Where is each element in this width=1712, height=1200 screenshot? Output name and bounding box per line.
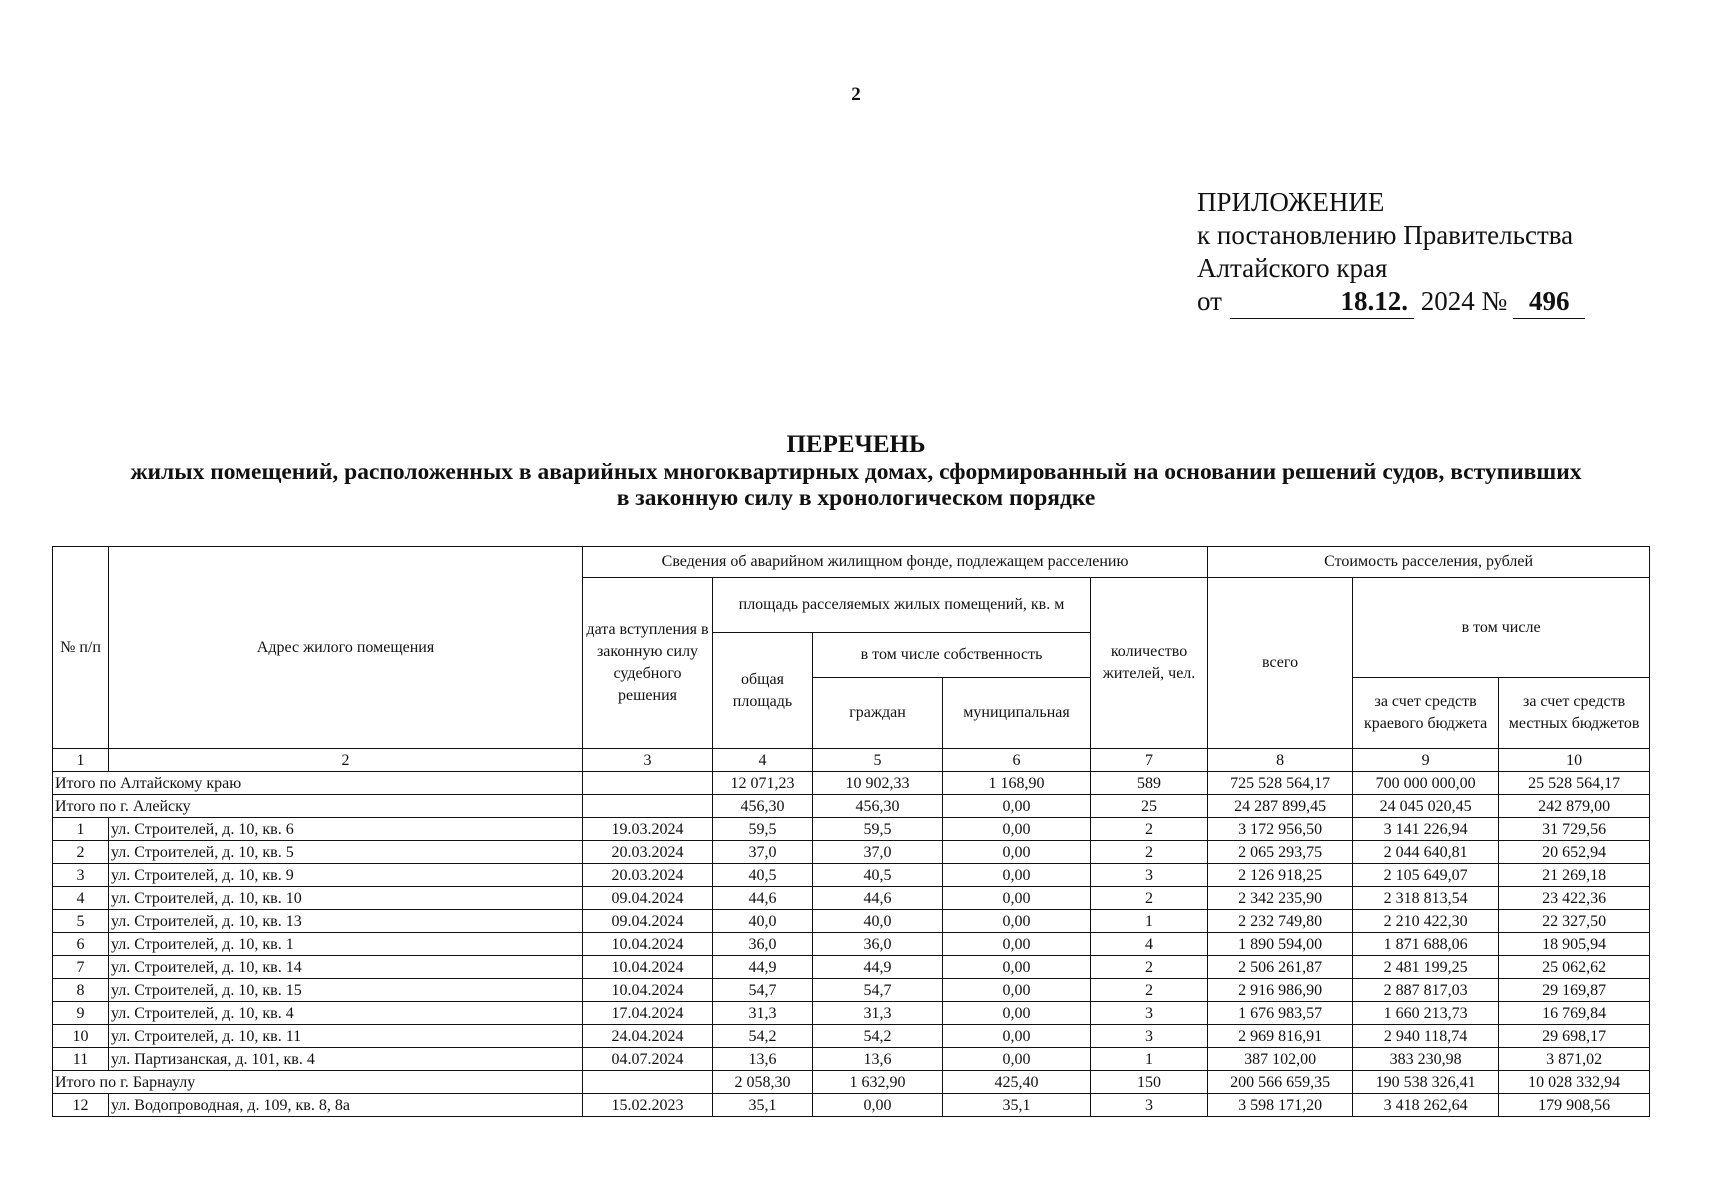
header-ownership-group: в том числе собственность: [813, 633, 1091, 678]
row-date-cell: 24.04.2024: [583, 1025, 713, 1048]
appendix-number: 496: [1513, 285, 1585, 319]
total-area-cell: 12 071,23: [713, 772, 813, 795]
header-address: Адрес жилого помещения: [109, 547, 583, 749]
row-local-cell: 29 698,17: [1499, 1025, 1650, 1048]
row-local-cell: 21 269,18: [1499, 864, 1650, 887]
row-regional-cell: 2 044 640,81: [1353, 841, 1499, 864]
row-address-cell: ул. Строителей, д. 10, кв. 10: [109, 887, 583, 910]
row-residents-cell: 3: [1091, 1025, 1208, 1048]
row-residents-cell: 2: [1091, 818, 1208, 841]
row-area-cell: 54,7: [713, 979, 813, 1002]
header-total: всего: [1208, 578, 1353, 749]
header-total-area: общая площадь: [713, 633, 813, 749]
row-local-cell: 18 905,94: [1499, 933, 1650, 956]
row-total-cell: 2 342 235,90: [1208, 887, 1353, 910]
header-court-date: дата вступления в законную силу судебного решения: [583, 578, 713, 749]
row-municipal-cell: 0,00: [943, 841, 1091, 864]
row-citizens-cell: 44,9: [813, 956, 943, 979]
row-residents-cell: 3: [1091, 864, 1208, 887]
row-num-cell: 4: [53, 887, 109, 910]
row-municipal-cell: 0,00: [943, 1048, 1091, 1071]
row-residents-cell: 1: [1091, 910, 1208, 933]
total-regional-cell: 24 045 020,45: [1353, 795, 1499, 818]
appendix-date: 18.12.: [1230, 285, 1414, 319]
row-municipal-cell: 0,00: [943, 1025, 1091, 1048]
row-local-cell: 23 422,36: [1499, 887, 1650, 910]
table-row: [53, 1094, 1650, 1117]
row-address-cell: ул. Строителей, д. 10, кв. 4: [109, 1002, 583, 1025]
row-area-cell: 35,1: [713, 1094, 813, 1117]
row-date-cell: 20.03.2024: [583, 864, 713, 887]
row-municipal-cell: 0,00: [943, 818, 1091, 841]
row-num-cell: 10: [53, 1025, 109, 1048]
row-citizens-cell: 40,0: [813, 910, 943, 933]
header-local: за счет средств местных бюджетов: [1499, 678, 1650, 749]
row-regional-cell: 1 871 688,06: [1353, 933, 1499, 956]
row-area-cell: 37,0: [713, 841, 813, 864]
column-number: 6: [943, 749, 1091, 772]
row-citizens-cell: 0,00: [813, 1094, 943, 1117]
row-municipal-cell: 0,00: [943, 1002, 1091, 1025]
row-residents-cell: 2: [1091, 887, 1208, 910]
row-regional-cell: 2 887 817,03: [1353, 979, 1499, 1002]
column-number: 3: [583, 749, 713, 772]
row-date-cell: 15.02.2023: [583, 1094, 713, 1117]
row-area-cell: 44,9: [713, 956, 813, 979]
row-date-cell: 19.03.2024: [583, 818, 713, 841]
row-citizens-cell: 36,0: [813, 933, 943, 956]
header-residents: количество жителей, чел.: [1091, 578, 1208, 749]
row-municipal-cell: 0,00: [943, 887, 1091, 910]
column-number: 9: [1353, 749, 1499, 772]
row-total-cell: 1 890 594,00: [1208, 933, 1353, 956]
row-citizens-cell: 13,6: [813, 1048, 943, 1071]
appendix-line-3: Алтайского края: [1197, 253, 1388, 283]
table-row: [53, 1048, 1650, 1071]
table-row: [53, 933, 1650, 956]
appendix-from-label: от: [1197, 286, 1222, 316]
total-row-aleysk: [53, 795, 1650, 818]
row-local-cell: 3 871,02: [1499, 1048, 1650, 1071]
table-row: [53, 956, 1650, 979]
row-residents-cell: 2: [1091, 841, 1208, 864]
row-regional-cell: 2 481 199,25: [1353, 956, 1499, 979]
document-subtitle: жилых помещений, расположенных в аварийных многоквартирных домах, сформированный на основании решений судов, вступивших в законную силу в хронологическом порядке: [130, 459, 1582, 511]
row-num-cell: 9: [53, 1002, 109, 1025]
table-row: [53, 979, 1650, 1002]
row-municipal-cell: 0,00: [943, 933, 1091, 956]
row-regional-cell: 1 660 213,73: [1353, 1002, 1499, 1025]
row-citizens-cell: 31,3: [813, 1002, 943, 1025]
table-row: [53, 887, 1650, 910]
row-total-cell: 2 969 816,91: [1208, 1025, 1353, 1048]
appendix-date-line: [1197, 285, 1585, 319]
row-num-cell: 3: [53, 864, 109, 887]
row-address-cell: ул. Водопроводная, д. 109, кв. 8, 8а: [109, 1094, 583, 1117]
total-label: Итого по г. Алейску: [53, 795, 583, 818]
row-regional-cell: 2 105 649,07: [1353, 864, 1499, 887]
row-address-cell: ул. Строителей, д. 10, кв. 15: [109, 979, 583, 1002]
row-total-cell: 3 172 956,50: [1208, 818, 1353, 841]
row-citizens-cell: 59,5: [813, 818, 943, 841]
appendix-line-2: к постановлению Правительства: [1197, 220, 1574, 250]
row-total-cell: 3 598 171,20: [1208, 1094, 1353, 1117]
row-municipal-cell: 0,00: [943, 956, 1091, 979]
total-regional-cell: 700 000 000,00: [1353, 772, 1499, 795]
total-residents-cell: 589: [1091, 772, 1208, 795]
total-row-barnaul: [53, 1071, 1650, 1094]
row-date-cell: 20.03.2024: [583, 841, 713, 864]
row-local-cell: 22 327,50: [1499, 910, 1650, 933]
total-date-cell: [583, 1071, 713, 1094]
row-residents-cell: 3: [1091, 1002, 1208, 1025]
document-title: ПЕРЕЧЕНЬ: [786, 431, 926, 458]
total-cost-cell: 725 528 564,17: [1208, 772, 1353, 795]
row-regional-cell: 3 141 226,94: [1353, 818, 1499, 841]
total-label: Итого по Алтайскому краю: [53, 772, 583, 795]
column-number: 2: [109, 749, 583, 772]
column-number: 7: [1091, 749, 1208, 772]
row-address-cell: ул. Строителей, д. 10, кв. 6: [109, 818, 583, 841]
row-address-cell: ул. Строителей, д. 10, кв. 11: [109, 1025, 583, 1048]
table-row: [53, 841, 1650, 864]
row-residents-cell: 3: [1091, 1094, 1208, 1117]
row-regional-cell: 383 230,98: [1353, 1048, 1499, 1071]
total-municipal-cell: 0,00: [943, 795, 1091, 818]
row-area-cell: 36,0: [713, 933, 813, 956]
row-area-cell: 31,3: [713, 1002, 813, 1025]
table-row: [53, 1002, 1650, 1025]
row-municipal-cell: 0,00: [943, 979, 1091, 1002]
total-residents-cell: 25: [1091, 795, 1208, 818]
table-row: [53, 910, 1650, 933]
row-total-cell: 2 232 749,80: [1208, 910, 1353, 933]
header-num: № п/п: [53, 547, 109, 749]
row-num-cell: 5: [53, 910, 109, 933]
row-residents-cell: 2: [1091, 956, 1208, 979]
row-local-cell: 16 769,84: [1499, 1002, 1650, 1025]
row-area-cell: 59,5: [713, 818, 813, 841]
row-total-cell: 2 126 918,25: [1208, 864, 1353, 887]
column-number: 8: [1208, 749, 1353, 772]
row-date-cell: 10.04.2024: [583, 956, 713, 979]
row-area-cell: 54,2: [713, 1025, 813, 1048]
row-date-cell: 09.04.2024: [583, 887, 713, 910]
table-body: [53, 772, 1650, 1117]
row-area-cell: 40,0: [713, 910, 813, 933]
row-area-cell: 13,6: [713, 1048, 813, 1071]
total-area-cell: 456,30: [713, 795, 813, 818]
total-row-region: [53, 772, 1650, 795]
column-number: 5: [813, 749, 943, 772]
appendix-block: [1197, 186, 1585, 319]
row-total-cell: 2 506 261,87: [1208, 956, 1353, 979]
table-row: [53, 818, 1650, 841]
column-number: 10: [1499, 749, 1650, 772]
row-date-cell: 17.04.2024: [583, 1002, 713, 1025]
row-local-cell: 29 169,87: [1499, 979, 1650, 1002]
row-address-cell: ул. Строителей, д. 10, кв. 9: [109, 864, 583, 887]
row-total-cell: 2 065 293,75: [1208, 841, 1353, 864]
row-regional-cell: 3 418 262,64: [1353, 1094, 1499, 1117]
row-local-cell: 31 729,56: [1499, 818, 1650, 841]
header-info-group: Сведения об аварийном жилищном фонде, подлежащем расселению: [583, 547, 1208, 578]
row-total-cell: 387 102,00: [1208, 1048, 1353, 1071]
total-municipal-cell: 1 168,90: [943, 772, 1091, 795]
total-citizens-cell: 1 632,90: [813, 1071, 943, 1094]
row-num-cell: 12: [53, 1094, 109, 1117]
row-date-cell: 04.07.2024: [583, 1048, 713, 1071]
row-address-cell: ул. Строителей, д. 10, кв. 13: [109, 910, 583, 933]
page-number: 2: [851, 84, 861, 105]
row-date-cell: 10.04.2024: [583, 979, 713, 1002]
row-citizens-cell: 54,7: [813, 979, 943, 1002]
appendix-year: 2024 №: [1420, 286, 1508, 316]
total-residents-cell: 150: [1091, 1071, 1208, 1094]
row-citizens-cell: 37,0: [813, 841, 943, 864]
row-num-cell: 11: [53, 1048, 109, 1071]
row-residents-cell: 2: [1091, 979, 1208, 1002]
total-date-cell: [583, 772, 713, 795]
row-residents-cell: 1: [1091, 1048, 1208, 1071]
row-num-cell: 6: [53, 933, 109, 956]
row-date-cell: 09.04.2024: [583, 910, 713, 933]
row-local-cell: 20 652,94: [1499, 841, 1650, 864]
total-label: Итого по г. Барнаулу: [53, 1071, 583, 1094]
header-area-group: площадь расселяемых жилых помещений, кв. м: [713, 578, 1091, 633]
header-cost-group: Стоимость расселения, рублей: [1208, 547, 1650, 578]
header-regional: за счет средств краевого бюджета: [1353, 678, 1499, 749]
header-citizens: граждан: [813, 678, 943, 749]
row-address-cell: ул. Строителей, д. 10, кв. 14: [109, 956, 583, 979]
row-address-cell: ул. Партизанская, д. 101, кв. 4: [109, 1048, 583, 1071]
row-address-cell: ул. Строителей, д. 10, кв. 5: [109, 841, 583, 864]
total-cost-cell: 200 566 659,35: [1208, 1071, 1353, 1094]
row-num-cell: 1: [53, 818, 109, 841]
row-municipal-cell: 0,00: [943, 910, 1091, 933]
total-citizens-cell: 10 902,33: [813, 772, 943, 795]
total-cost-cell: 24 287 899,45: [1208, 795, 1353, 818]
total-local-cell: 242 879,00: [1499, 795, 1650, 818]
row-date-cell: 10.04.2024: [583, 933, 713, 956]
row-local-cell: 25 062,62: [1499, 956, 1650, 979]
row-num-cell: 2: [53, 841, 109, 864]
table-row: [53, 1025, 1650, 1048]
row-citizens-cell: 44,6: [813, 887, 943, 910]
header-including: в том числе: [1353, 578, 1650, 678]
total-municipal-cell: 425,40: [943, 1071, 1091, 1094]
row-local-cell: 179 908,56: [1499, 1094, 1650, 1117]
row-address-cell: ул. Строителей, д. 10, кв. 1: [109, 933, 583, 956]
row-municipal-cell: 0,00: [943, 864, 1091, 887]
total-area-cell: 2 058,30: [713, 1071, 813, 1094]
row-area-cell: 40,5: [713, 864, 813, 887]
total-date-cell: [583, 795, 713, 818]
row-regional-cell: 2 210 422,30: [1353, 910, 1499, 933]
row-regional-cell: 2 318 813,54: [1353, 887, 1499, 910]
housing-registry-table: [52, 546, 1650, 1117]
appendix-title: ПРИЛОЖЕНИЕ: [1197, 187, 1385, 217]
row-citizens-cell: 40,5: [813, 864, 943, 887]
row-municipal-cell: 35,1: [943, 1094, 1091, 1117]
column-number: 4: [713, 749, 813, 772]
header-municipal: муниципальная: [943, 678, 1091, 749]
row-citizens-cell: 54,2: [813, 1025, 943, 1048]
table-row: [53, 864, 1650, 887]
row-total-cell: 2 916 986,90: [1208, 979, 1353, 1002]
row-num-cell: 7: [53, 956, 109, 979]
total-local-cell: 25 528 564,17: [1499, 772, 1650, 795]
row-total-cell: 1 676 983,57: [1208, 1002, 1353, 1025]
column-number: 1: [53, 749, 109, 772]
total-regional-cell: 190 538 326,41: [1353, 1071, 1499, 1094]
row-num-cell: 8: [53, 979, 109, 1002]
row-regional-cell: 2 940 118,74: [1353, 1025, 1499, 1048]
row-residents-cell: 4: [1091, 933, 1208, 956]
row-area-cell: 44,6: [713, 887, 813, 910]
total-local-cell: 10 028 332,94: [1499, 1071, 1650, 1094]
total-citizens-cell: 456,30: [813, 795, 943, 818]
